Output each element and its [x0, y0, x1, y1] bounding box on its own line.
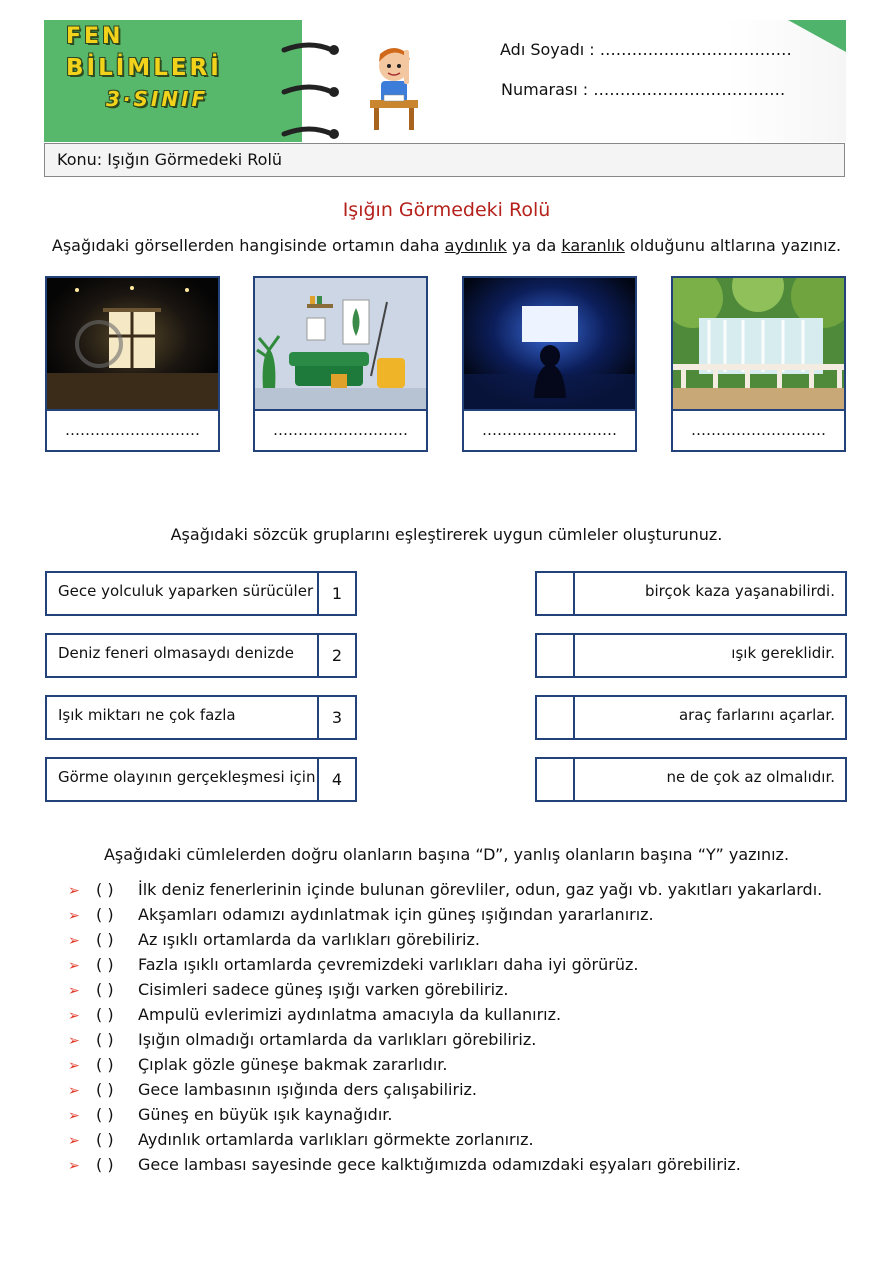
statement-text: Gece lambası sayesinde gece kalktığımızda odamızdaki eşyaları görebiliriz.: [138, 1155, 741, 1174]
logo: [66, 24, 222, 111]
statement-text: Fazla ışıklı ortamlarda çevremizdeki varlıkları daha iyi görürüz.: [138, 955, 639, 974]
match-left-number: 1: [317, 573, 355, 614]
logo-line2: BİLİMLERİ: [66, 55, 222, 81]
list-item: [68, 902, 822, 927]
arrow-bullet-icon: ➢: [68, 983, 80, 999]
match-left-text: Işık miktarı ne çok fazla: [58, 706, 236, 724]
arrow-bullet-icon: ➢: [68, 1083, 80, 1099]
arrow-bullet-icon: ➢: [68, 1108, 80, 1124]
match-left-1: [45, 571, 357, 616]
logo-panel: [44, 20, 302, 142]
logo-line3: 3·SINIF: [106, 87, 209, 111]
logo-line1: FEN: [66, 24, 124, 49]
arrow-bullet-icon: ➢: [68, 958, 80, 974]
answer-blank[interactable]: ( ): [96, 1130, 114, 1149]
list-item: [68, 1002, 822, 1027]
match-left-text: Gece yolculuk yaparken sürücüler: [58, 582, 314, 600]
section1-text-after: olduğunu altlarına yazınız.: [624, 236, 842, 255]
arrow-bullet-icon: ➢: [68, 1033, 80, 1049]
section2-instruction: Aşağıdaki sözcük gruplarını eşleştirerek uygun cümleler oluşturunuz.: [170, 525, 723, 544]
statement-text: Az ışıklı ortamlarda da varlıkları görebiliriz.: [138, 930, 480, 949]
list-item: [68, 1052, 822, 1077]
answer-blank[interactable]: ( ): [96, 1105, 114, 1124]
list-item: [68, 1152, 822, 1177]
statement-text: Işığın olmadığı ortamlarda da varlıkları görebiliriz.: [138, 1030, 537, 1049]
waterfall-daylight-image: [673, 278, 844, 409]
match-left-text: Deniz feneri olmasaydı denizde: [58, 644, 294, 662]
answer-blank[interactable]: ( ): [96, 880, 114, 899]
statement-text: İlk deniz fenerlerinin içinde bulunan görevliler, odun, gaz yağı vb. yakıtları yakarlardı.: [138, 880, 823, 899]
match-answer-box[interactable]: [537, 759, 575, 800]
match-right-2: [535, 633, 847, 678]
topic-bar: Konu: Işığın Görmedeki Rolü: [44, 143, 845, 177]
statement-text: Cisimleri sadece güneş ışığı varken görebiliriz.: [138, 980, 509, 999]
name-field[interactable]: Adı Soyadı : ………………………………: [500, 40, 792, 59]
answer-blank[interactable]: ( ): [96, 1155, 114, 1174]
match-right-text: ne de çok az olmalıdır.: [666, 768, 835, 786]
match-left-number: 4: [317, 759, 355, 800]
match-answer-box[interactable]: [537, 635, 575, 676]
arrow-bullet-icon: ➢: [68, 933, 80, 949]
number-field[interactable]: Numarası : ………………………………: [501, 80, 786, 99]
answer-blank[interactable]: ( ): [96, 1080, 114, 1099]
list-item: [68, 977, 822, 1002]
person-watching-tv-dark-image: [464, 278, 635, 409]
list-item: [68, 1077, 822, 1102]
statement-text: Güneş en büyük ışık kaynağıdır.: [138, 1105, 393, 1124]
section1-instruction: [0, 236, 893, 255]
match-right-3: [535, 695, 847, 740]
answer-line-3[interactable]: ………………………: [464, 409, 635, 452]
answer-line-1[interactable]: ………………………: [47, 409, 218, 452]
corner-decoration: [788, 20, 846, 52]
match-right-text: araç farlarını açarlar.: [678, 706, 835, 724]
match-answer-box[interactable]: [537, 697, 575, 738]
statement-text: Ampulü evlerimizi aydınlatma amacıyla da kullanırız.: [138, 1005, 562, 1024]
header-banner: [44, 20, 846, 142]
bright-living-room-image: [255, 278, 426, 409]
arrow-bullet-icon: ➢: [68, 1008, 80, 1024]
answer-blank[interactable]: ( ): [96, 905, 114, 924]
section1-text-before: Aşağıdaki görsellerden hangisinde ortamın daha: [51, 236, 445, 255]
match-left-text: Görme olayının gerçekleşmesi için: [58, 768, 316, 786]
answer-blank[interactable]: ( ): [96, 1055, 114, 1074]
dark-room-window-image: [47, 278, 218, 409]
match-left-3: [45, 695, 357, 740]
answer-line-2[interactable]: ………………………: [255, 409, 426, 452]
list-item: [68, 1027, 822, 1052]
statement-text: Çıplak gözle güneşe bakmak zararlıdır.: [138, 1055, 448, 1074]
word-dark: karanlık: [561, 236, 625, 255]
match-answer-box[interactable]: [537, 573, 575, 614]
picture-card-3: [462, 276, 637, 452]
list-item: [68, 1127, 822, 1152]
page-title: Işığın Görmedeki Rolü: [342, 199, 551, 221]
section1-text-middle: ya da: [506, 236, 562, 255]
match-left-2: [45, 633, 357, 678]
true-false-list: [68, 877, 822, 1177]
match-left-number: 2: [317, 635, 355, 676]
arrow-bullet-icon: ➢: [68, 1133, 80, 1149]
statement-text: Akşamları odamızı aydınlatmak için güneş ışığından yararlanırız.: [138, 905, 654, 924]
answer-blank[interactable]: ( ): [96, 930, 114, 949]
answer-blank[interactable]: ( ): [96, 1030, 114, 1049]
picture-card-4: [671, 276, 846, 452]
statement-text: Aydınlık ortamlarda varlıkları görmekte zorlanırız.: [138, 1130, 534, 1149]
binder-rings-icon: [280, 30, 340, 140]
section3-instruction: Aşağıdaki cümlelerden doğru olanların başına “D”, yanlış olanların başına “Y” yazınız.: [103, 845, 790, 864]
arrow-bullet-icon: ➢: [68, 1158, 80, 1174]
student-at-desk-icon: [364, 40, 424, 136]
arrow-bullet-icon: ➢: [68, 908, 80, 924]
picture-card-2: [253, 276, 428, 452]
statement-text: Gece lambasının ışığında ders çalışabiliriz.: [138, 1080, 478, 1099]
answer-blank[interactable]: ( ): [96, 980, 114, 999]
match-right-text: birçok kaza yaşanabilirdi.: [644, 582, 835, 600]
match-right-4: [535, 757, 847, 802]
answer-blank[interactable]: ( ): [96, 955, 114, 974]
list-item: [68, 1102, 822, 1127]
picture-card-1: [45, 276, 220, 452]
match-left-4: [45, 757, 357, 802]
list-item: [68, 952, 822, 977]
arrow-bullet-icon: ➢: [68, 1058, 80, 1074]
list-item: [68, 927, 822, 952]
match-left-number: 3: [317, 697, 355, 738]
answer-line-4[interactable]: ………………………: [673, 409, 844, 452]
word-bright: aydınlık: [444, 236, 507, 255]
match-right-text: ışık gereklidir.: [731, 644, 835, 662]
arrow-bullet-icon: ➢: [68, 883, 80, 899]
answer-blank[interactable]: ( ): [96, 1005, 114, 1024]
list-item: [68, 877, 822, 902]
match-right-1: [535, 571, 847, 616]
